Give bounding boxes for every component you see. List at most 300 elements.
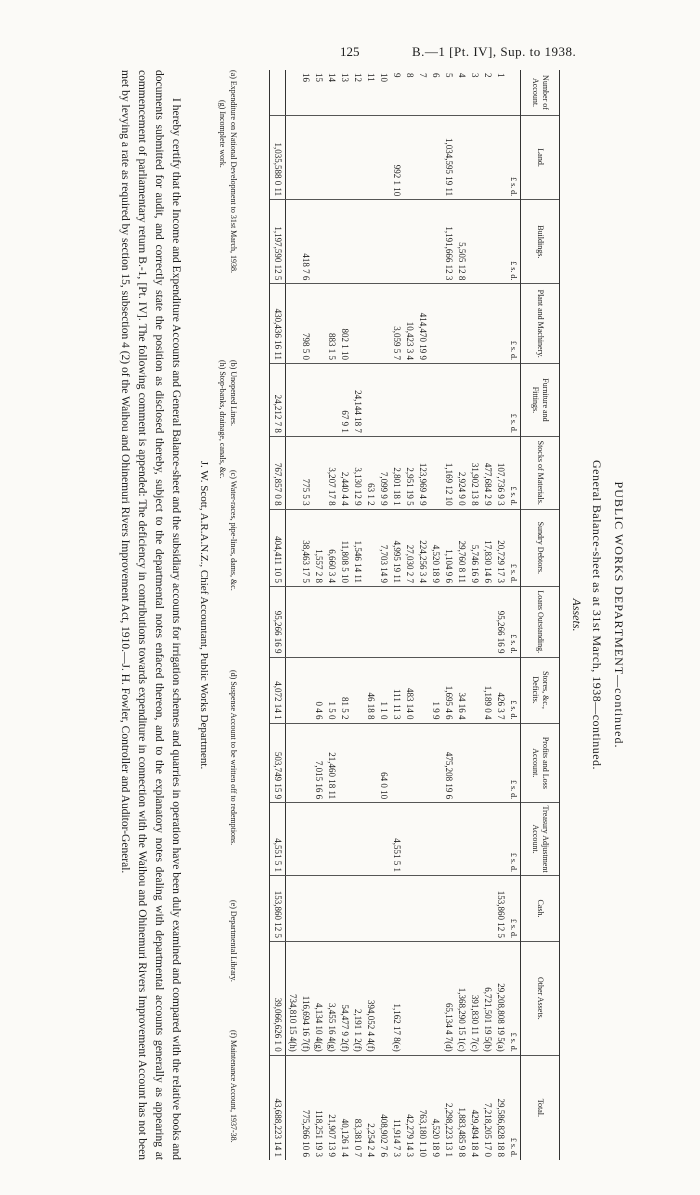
unit-cell: £ s. d.: [507, 284, 521, 364]
table-cell: [286, 1055, 300, 1160]
unit-cell: £ s. d.: [507, 587, 521, 658]
table-cell: [364, 284, 377, 364]
table-cell: [403, 875, 416, 941]
table-cell: 1 9 9: [429, 657, 442, 723]
footnote-h: (h) Stop-banks, drainage, canals, &c.: [218, 360, 227, 479]
table-row: [312, 70, 325, 1160]
table-cell: 13: [340, 73, 350, 82]
table-cell: 14: [327, 73, 337, 82]
table-row: [429, 70, 442, 1160]
table-cell: [442, 875, 455, 941]
total-cell: 95,266 16 9: [270, 587, 286, 658]
column-header: Total.: [521, 1055, 560, 1160]
table-cell: [377, 941, 390, 1055]
table-cell: 3,059 5 7: [390, 284, 403, 364]
table-cell: 7,099 9 9: [377, 436, 390, 509]
table-cell: [468, 284, 481, 364]
table-cell: [377, 875, 390, 941]
table-cell: [299, 587, 312, 658]
total-cell: 4,072 14 1: [270, 657, 286, 723]
table-cell: [455, 284, 468, 364]
table-cell: 3,130 12 9: [351, 436, 364, 509]
table-cell: [338, 116, 351, 200]
column-header: Furniture and Fittings.: [521, 364, 560, 437]
table-cell: [351, 723, 364, 803]
unit-cell: £ s. d.: [507, 116, 521, 200]
table-cell: 83,381 0 7: [351, 1055, 364, 1160]
table-cell: 2,440 4 4: [338, 436, 351, 509]
table-cell: 29,760 8 11: [455, 509, 468, 586]
table-cell: 12: [353, 73, 363, 82]
unit-cell: £ s. d.: [507, 364, 521, 437]
table-cell: [286, 509, 300, 586]
table-cell: 1,162 17 8(e): [390, 941, 403, 1055]
column-header: Other Assets.: [521, 941, 560, 1055]
table-header-row: [521, 70, 560, 1160]
table-cell: [429, 941, 442, 1055]
table-cell: 1 5 0: [325, 657, 338, 723]
table-cell: 6: [431, 73, 441, 78]
table-cell: 11: [366, 73, 376, 82]
table-cell: 4,134 10 4(g): [312, 941, 325, 1055]
table-cell: 116,694 16 7(f): [299, 941, 312, 1055]
table-cell: [299, 364, 312, 437]
table-cell: 1,546 14 11: [351, 509, 364, 586]
table-row: [364, 70, 377, 1160]
table-row: [338, 70, 351, 1160]
table-cell: [351, 587, 364, 658]
table-cell: [364, 509, 377, 586]
table-cell: 54,477 9 2(f): [338, 941, 351, 1055]
table-cell: 2: [483, 73, 493, 78]
table-cell: [351, 284, 364, 364]
table-cell: 477,684 2 9: [481, 436, 494, 509]
table-cell: [468, 875, 481, 941]
unit-cell: £ s. d.: [507, 875, 521, 941]
table-cell: [455, 875, 468, 941]
table-cell: 8: [405, 73, 415, 78]
table-cell: [286, 364, 300, 437]
unit-cell: £ s. d.: [507, 200, 521, 284]
column-header: Profits and Loss Account.: [521, 723, 560, 803]
table-cell: [481, 875, 494, 941]
footnote-a: (a) Expenditure on National Development to 31st March, 1938.: [229, 70, 238, 274]
table-row: [468, 70, 481, 1160]
table-cell: 27,030 2 7: [403, 509, 416, 586]
table-cell: [377, 587, 390, 658]
table-cell: [455, 803, 468, 876]
column-header: Number of Account.: [521, 70, 560, 116]
table-cell: [429, 436, 442, 509]
table-cell: [429, 803, 442, 876]
table-cell: 734,810 15 4(h): [286, 941, 300, 1055]
table-cell: 4,995 19 11: [390, 509, 403, 586]
table-cell: [481, 364, 494, 437]
table-cell: 6,660 3 4: [325, 509, 338, 586]
accountant-signature: J. W. Scott, A.R.A.N.Z., Chief Accountant, Public Works Department.: [198, 460, 210, 770]
table-cell: [351, 657, 364, 723]
table-cell: [442, 284, 455, 364]
table-cell: 1,189 0 4: [481, 657, 494, 723]
table-cell: 20,729 17 3: [494, 509, 507, 586]
footnote-f: (f) Maintenance Account, 1937-38.: [229, 1030, 238, 1143]
table-cell: 1,368,290 15 1(c): [455, 941, 468, 1055]
total-cell: 1,197,590 12 5: [270, 200, 286, 284]
table-cell: [416, 941, 429, 1055]
table-cell: 2,951 19 5: [403, 436, 416, 509]
unit-cell: £ s. d.: [507, 436, 521, 509]
table-cell: [325, 587, 338, 658]
table-cell: [455, 723, 468, 803]
table-cell: 408,902 7 6: [377, 1055, 390, 1160]
table-cell: [416, 200, 429, 284]
table-cell: [351, 875, 364, 941]
table-cell: 65,134 4 7(d): [442, 941, 455, 1055]
table-row: [325, 70, 338, 1160]
table-cell: 9: [392, 73, 402, 78]
table-cell: [325, 803, 338, 876]
total-cell: 39,066,626 1 0: [270, 941, 286, 1055]
table-cell: 67 9 1: [338, 364, 351, 437]
footnote-g: (g) Incomplete work.: [218, 100, 227, 168]
table-cell: [429, 723, 442, 803]
unit-cell: £ s. d.: [507, 941, 521, 1055]
table-cell: 7: [418, 73, 428, 78]
sheet-title: General Balance-sheet as at 31st March, 1938—continued.: [590, 459, 604, 771]
table-cell: 5,505 12 8: [455, 200, 468, 284]
table-cell: [286, 70, 300, 116]
table-cell: [299, 875, 312, 941]
table-cell: [468, 587, 481, 658]
table-cell: 4: [457, 73, 467, 78]
table-cell: [429, 875, 442, 941]
total-cell: [270, 70, 286, 116]
table-row: [481, 70, 494, 1160]
table-cell: 763,180 1 10: [416, 1055, 429, 1160]
table-cell: 426 3 7: [494, 657, 507, 723]
table-cell: 3,207 17 8: [325, 436, 338, 509]
table-cell: [286, 803, 300, 876]
column-header: Treasury Adjustment Account.: [521, 803, 560, 876]
table-cell: 123,969 4 9: [416, 436, 429, 509]
table-cell: [364, 587, 377, 658]
table-cell: 11,914 7 3: [390, 1055, 403, 1160]
footnote-b: (b) Unopened Lines.: [229, 360, 238, 426]
table-cell: 414,470 19 9: [416, 284, 429, 364]
table-cell: [312, 116, 325, 200]
total-cell: 767,857 0 8: [270, 436, 286, 509]
table-cell: [416, 587, 429, 658]
table-cell: [364, 803, 377, 876]
table-cell: 17,830 14 6: [481, 509, 494, 586]
table-cell: [286, 200, 300, 284]
table-cell: [312, 436, 325, 509]
table-cell: [312, 364, 325, 437]
table-cell: [468, 723, 481, 803]
units-row: [507, 70, 521, 1160]
table-cell: 2,924 9 0: [455, 436, 468, 509]
table-cell: [338, 200, 351, 284]
table-cell: [403, 116, 416, 200]
table-cell: [377, 364, 390, 437]
table-cell: 1,104 9 6: [442, 509, 455, 586]
table-cell: 775,266 10 6: [299, 1055, 312, 1160]
table-cell: [286, 587, 300, 658]
footnote-c: (c) Water-races, pipe-lines, dams, &c.: [229, 470, 238, 591]
table-row: [455, 70, 468, 1160]
audit-certificate: I hereby certify that the Income and Expenditure Accounts and General Balance-sheet and the subsidiary accounts for irrigation schemes and quarries in operation have been duly examined and compared with the relative books and documents submitted for audit, and correctly state the position as disclosed thereby, subject to the departmental notes enfaced thereon, and to the explanatory notes dealing with departmental accounts generally as appearing at commencement of parliamentary return B.-1, [Pt. IV]. The following comment is appended: The deficiency in contributions towards expenditure in connection with the Waihou and Ohinemuri Rivers Improvement Account has not been met by levying a rate as required by section 15, subsection 4 (2) of the Waihou and Ohinemuri Rivers Improvement Act, 1910.—J. H. Fowler, Controller and Auditor-General.: [119, 70, 182, 1160]
table-cell: [416, 723, 429, 803]
table-cell: [416, 364, 429, 437]
table-cell: [468, 803, 481, 876]
table-row: [299, 70, 312, 1160]
table-cell: 10,423 3 4: [403, 284, 416, 364]
table-cell: 7,218,205 17 0: [481, 1055, 494, 1160]
table-cell: [481, 723, 494, 803]
table-cell: 4,520 18 9: [429, 1055, 442, 1160]
table-cell: 153,860 12 5: [494, 875, 507, 941]
table-cell: 29,586,828 18 8: [494, 1055, 507, 1160]
table-cell: [416, 657, 429, 723]
total-cell: 4,551 5 1: [270, 803, 286, 876]
table-cell: [299, 803, 312, 876]
column-header: Sundry Debtors.: [521, 509, 560, 586]
table-cell: [390, 587, 403, 658]
table-cell: [403, 941, 416, 1055]
table-cell: [299, 723, 312, 803]
table-cell: 3: [470, 73, 480, 78]
table-row: [494, 70, 507, 1160]
table-cell: 1,883,485 9 8: [455, 1055, 468, 1160]
table-cell: [351, 200, 364, 284]
assets-table: [269, 70, 560, 1160]
column-header: Buildings.: [521, 200, 560, 284]
table-cell: [455, 116, 468, 200]
table-cell: [299, 657, 312, 723]
table-cell: 81 5 2: [338, 657, 351, 723]
table-cell: 1: [496, 73, 506, 78]
column-header: Stores, &c., Deficits.: [521, 657, 560, 723]
table-cell: [286, 284, 300, 364]
table-cell: [481, 116, 494, 200]
table-cell: [364, 364, 377, 437]
table-row: [390, 70, 403, 1160]
table-cell: 21,907 13 9: [325, 1055, 338, 1160]
table-cell: [455, 364, 468, 437]
table-cell: [377, 200, 390, 284]
table-cell: 483 14 0: [403, 657, 416, 723]
table-cell: [325, 875, 338, 941]
footnote-d: (d) Suspense Account to be written off to redemptions.: [229, 670, 238, 846]
table-cell: [429, 116, 442, 200]
footnote-e: (e) Departmental Library.: [229, 900, 238, 982]
table-cell: [390, 200, 403, 284]
table-cell: [429, 284, 442, 364]
table-cell: [442, 587, 455, 658]
table-cell: 10: [379, 73, 389, 82]
table-cell: [403, 200, 416, 284]
table-cell: 118,251 19 3: [312, 1055, 325, 1160]
total-cell: 153,860 12 5: [270, 875, 286, 941]
table-cell: [338, 587, 351, 658]
table-cell: [338, 803, 351, 876]
table-cell: [312, 875, 325, 941]
table-cell: 64 0 10: [377, 723, 390, 803]
totals-row: [270, 70, 286, 1160]
table-cell: 11,808 5 10: [338, 509, 351, 586]
table-cell: [377, 284, 390, 364]
section-title: Assets.: [570, 598, 584, 632]
table-cell: 418 7 6: [299, 200, 312, 284]
table-cell: [286, 723, 300, 803]
total-cell: 43,688,223 14 1: [270, 1055, 286, 1160]
table-cell: 2,298,223 13 1: [442, 1055, 455, 1160]
table-cell: 40,126 1 4: [338, 1055, 351, 1160]
table-cell: 107,736 9 3: [494, 436, 507, 509]
table-cell: 16: [301, 73, 311, 82]
table-cell: 21,460 18 11: [325, 723, 338, 803]
column-header: Loans Outstanding.: [521, 587, 560, 658]
table-cell: [390, 723, 403, 803]
table-cell: [377, 116, 390, 200]
table-cell: [481, 587, 494, 658]
table-cell: [468, 657, 481, 723]
table-cell: [312, 803, 325, 876]
table-cell: 34 16 4: [455, 657, 468, 723]
column-header: Land.: [521, 116, 560, 200]
table-cell: 7,703 14 9: [377, 509, 390, 586]
page-number: 125: [340, 44, 360, 59]
table-cell: [338, 875, 351, 941]
table-cell: [286, 875, 300, 941]
table-cell: 391,830 11 7(c): [468, 941, 481, 1055]
balance-sheet-rotated: [40, 70, 630, 1160]
table-cell: 111 11 3: [390, 657, 403, 723]
column-header: Stocks of Materials.: [521, 436, 560, 509]
table-cell: [312, 284, 325, 364]
table-cell: [494, 200, 507, 284]
table-cell: [494, 284, 507, 364]
table-cell: 1,557 2 8: [312, 509, 325, 586]
table-row: [416, 70, 429, 1160]
table-cell: [312, 587, 325, 658]
table-cell: 2,191 1 2(f): [351, 941, 364, 1055]
table-cell: [403, 587, 416, 658]
table-cell: [416, 875, 429, 941]
table-cell: 1,169 12 10: [442, 436, 455, 509]
table-cell: 0 4 6: [312, 657, 325, 723]
table-cell: [286, 657, 300, 723]
table-cell: [390, 875, 403, 941]
table-cell: 5: [444, 73, 454, 78]
table-cell: 24,144 18 7: [351, 364, 364, 437]
column-header: Cash.: [521, 875, 560, 941]
table-cell: 95,266 16 9: [494, 587, 507, 658]
table-cell: 2,254 2 4: [364, 1055, 377, 1160]
table-cell: [351, 803, 364, 876]
table-cell: [325, 200, 338, 284]
table-cell: [442, 803, 455, 876]
table-cell: [481, 803, 494, 876]
table-cell: 224,256 3 4: [416, 509, 429, 586]
table-cell: [442, 364, 455, 437]
total-cell: 1,035,588 0 11: [270, 116, 286, 200]
unit-cell: £ s. d.: [507, 803, 521, 876]
table-cell: [494, 803, 507, 876]
table-cell: [416, 116, 429, 200]
table-cell: [403, 723, 416, 803]
table-cell: 1 1 0: [377, 657, 390, 723]
table-cell: 883 1 5: [325, 284, 338, 364]
table-cell: [364, 200, 377, 284]
table-cell: [325, 364, 338, 437]
table-cell: 992 1 10: [390, 116, 403, 200]
table-cell: 2,801 18 1: [390, 436, 403, 509]
table-cell: [481, 284, 494, 364]
table-cell: 31,902 13 8: [468, 436, 481, 509]
table-cell: [429, 587, 442, 658]
table-cell: [286, 116, 300, 200]
table-cell: [429, 364, 442, 437]
table-cell: [390, 364, 403, 437]
table-row: [403, 70, 416, 1160]
table-cell: 1,191,666 12 3: [442, 200, 455, 284]
unit-cell: £ s. d.: [507, 723, 521, 803]
table-cell: [468, 364, 481, 437]
table-cell: [416, 803, 429, 876]
table-cell: 6,721,501 19 5(b): [481, 941, 494, 1055]
table-cell: [403, 364, 416, 437]
table-cell: 775 5 3: [299, 436, 312, 509]
return-reference: B.—1 [Pt. IV], Sup. to 1938.: [412, 44, 577, 59]
table-cell: [325, 116, 338, 200]
table-cell: 475,208 19 6: [442, 723, 455, 803]
table-cell: 1,695 4 6: [442, 657, 455, 723]
table-cell: [403, 803, 416, 876]
table-cell: 798 5 0: [299, 284, 312, 364]
table-cell: 38,463 17 5: [299, 509, 312, 586]
total-cell: 430,436 16 11: [270, 284, 286, 364]
table-cell: 7,015 16 6: [312, 723, 325, 803]
table-cell: [312, 200, 325, 284]
table-row: [377, 70, 390, 1160]
table-cell: 1,034,595 19 11: [442, 116, 455, 200]
table-cell: [429, 200, 442, 284]
unit-cell: £ s. d.: [507, 1055, 521, 1160]
total-cell: 24,212 7 8: [270, 364, 286, 437]
table-cell: 802 1 10: [338, 284, 351, 364]
table-cell: [377, 803, 390, 876]
total-cell: 503,749 15 9: [270, 723, 286, 803]
table-cell: 63 1 2: [364, 436, 377, 509]
unit-cell: £ s. d.: [507, 509, 521, 586]
table-cell: [455, 587, 468, 658]
table-cell: [468, 200, 481, 284]
department-title: PUBLIC WORKS DEPARTMENT—continued.: [612, 481, 626, 749]
table-cell: 29,208,808 19 5(a): [494, 941, 507, 1055]
table-row: [442, 70, 455, 1160]
table-cell: [481, 200, 494, 284]
table-cell: 4,551 5 1: [390, 803, 403, 876]
table-cell: [494, 116, 507, 200]
table-cell: 46 18 8: [364, 657, 377, 723]
table-cell: 429,494 18 4: [468, 1055, 481, 1160]
total-cell: 404,411 10 5: [270, 509, 286, 586]
table-cell: 42,279 14 3: [403, 1055, 416, 1160]
table-cell: [338, 723, 351, 803]
table-cell: [364, 723, 377, 803]
unit-cell: [507, 70, 521, 116]
